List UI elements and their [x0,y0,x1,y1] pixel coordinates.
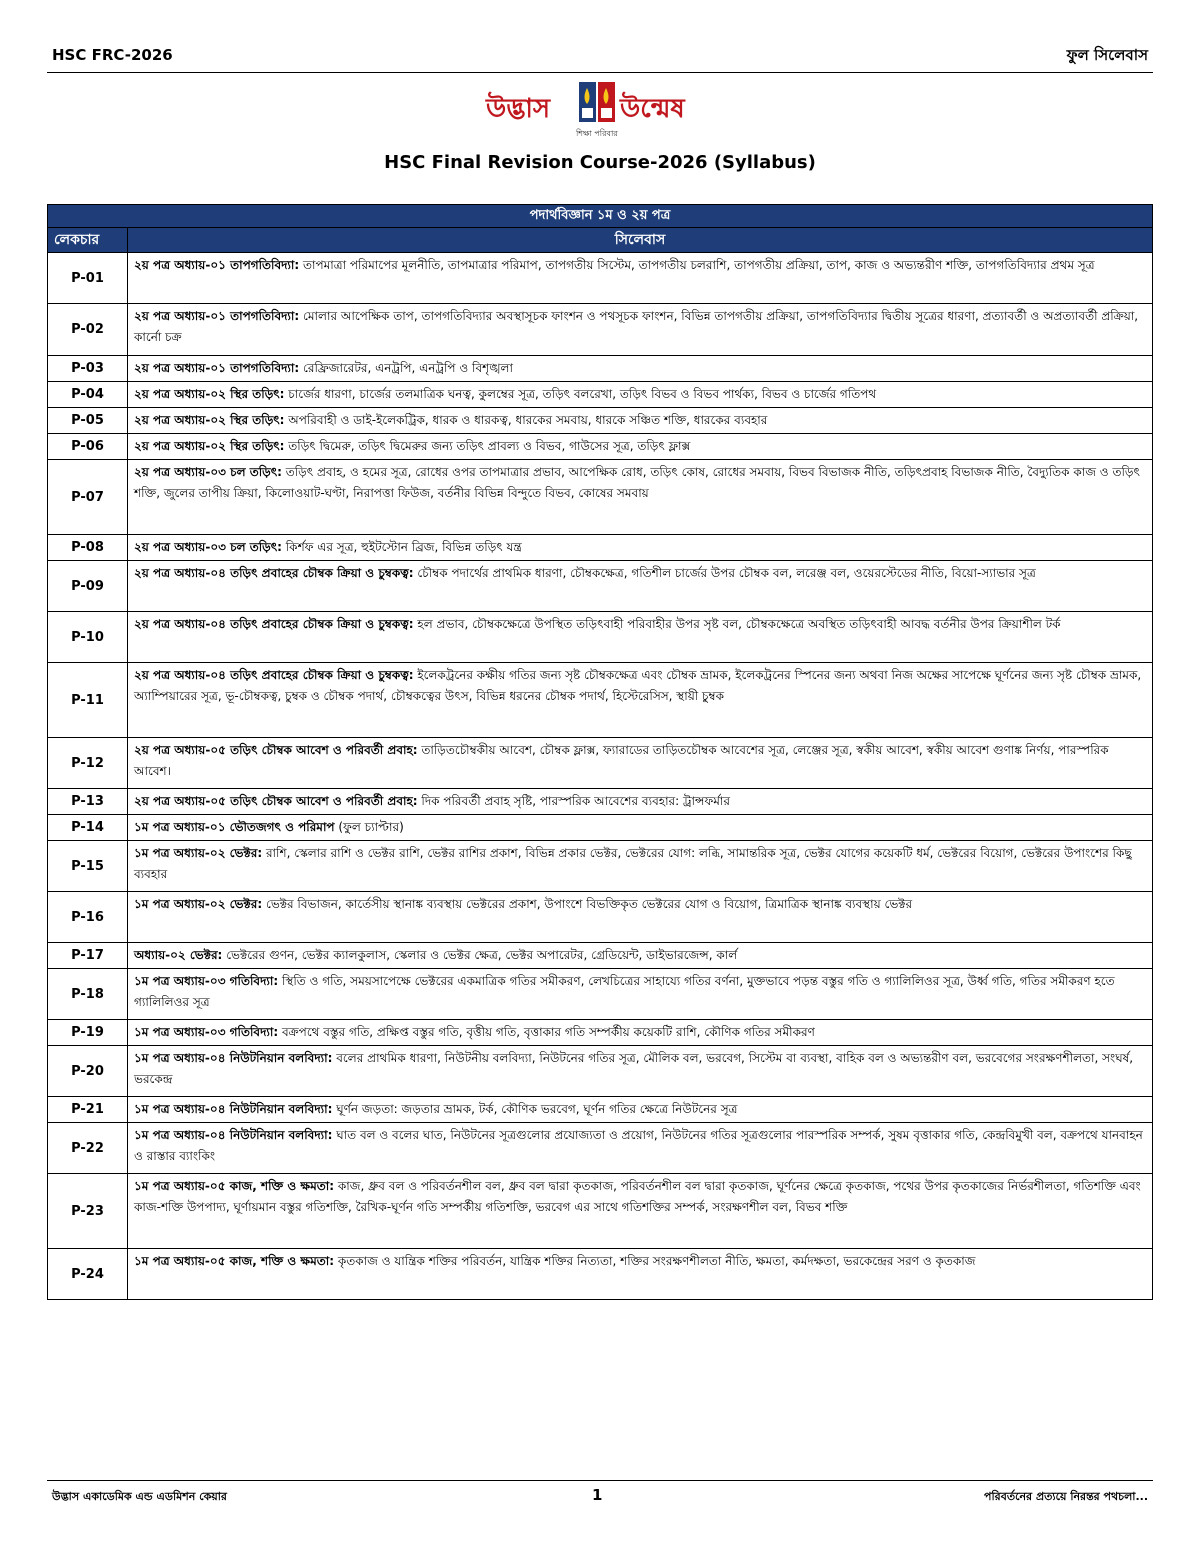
table-row [48,1249,1153,1300]
chapter-heading: ১ম পত্র অধ্যায়-০৩ গতিবিদ্যা: [134,974,279,988]
topic-list: বলের প্রাথমিক ধারণা, নিউটনীয় বলবিদ্যা, নিউটনের গতির সূত্র, মৌলিক বল, ভরবেগ, সিস্টেম বা ব্যবস্থা, বাহিক বল ও অভ্যন্তরীণ বল, ভরবেগের সংরক্ষণশীলতা, সংঘর্ষ, ভরকেন্দ্র [134,1051,1134,1086]
lecture-code: P-03 [48,356,128,382]
topic-list: রাশি, স্কেলার রাশি ও ভেক্টর রাশি, ভেক্টর রাশির প্রকাশ, বিভিন্ন প্রকার ভেক্টর, ভেক্টরের যোগ: লব্ধি, সামান্তরিক সূত্র, ভেক্টর যোগের কয়েকটি ধর্ম, ভেক্টরের বিয়োগ, ভেক্টরের উপাংশের কিছু ব্যবহার [134,846,1132,881]
syllabus-cell [128,356,1153,382]
table-row [48,738,1153,789]
chapter-heading: ১ম পত্র অধ্যায়-০৫ কাজ, শক্তি ও ক্ষমতা: [134,1254,335,1268]
lecture-code: P-15 [48,841,128,892]
syllabus-cell [128,1249,1153,1300]
table-row [48,789,1153,815]
chapter-heading: ১ম পত্র অধ্যায়-০৫ কাজ, শক্তি ও ক্ষমতা: [134,1179,335,1193]
lecture-code: P-24 [48,1249,128,1300]
header-course-code: HSC FRC-2026 [52,46,173,64]
chapter-heading: ১ম পত্র অধ্যায়-০১ ভৌতজগৎ ও পরিমাপ [134,820,335,834]
topic-list: (ফুল চ্যাপ্টার) [334,820,404,834]
syllabus-cell [128,943,1153,969]
chapter-heading: ১ম পত্র অধ্যায়-০২ ভেক্টর: [134,897,263,911]
chapter-heading: ২য় পত্র অধ্যায়-০৫ তড়িৎ চৌম্বক আবেশ ও পরিবর্তী প্রবাহ: [134,743,418,757]
topic-list: অপরিবাহী ও ডাই-ইলেকট্রিক, ধারক ও ধারকত্ব, ধারকের সমবায়, ধারকে সঞ্চিত শক্তি, ধারকের ব্যবহার [284,413,768,427]
chapter-heading: ২য় পত্র অধ্যায়-০২ স্থির তড়িৎ: [134,439,285,453]
syllabus-cell [128,460,1153,535]
topic-list: ইলেকট্রনের কক্ষীয় গতির জন্য সৃষ্ট চৌম্বকক্ষেত্র এবং চৌম্বক ভ্রামক, ইলেকট্রনের স্পিনের জন্য অথবা নিজ অক্ষের সাপেক্ষে ঘূর্ণনের জন্য সৃষ্ট চৌম্বক ভ্রামক, অ্যাম্পিয়ারের সূত্র, ভূ-চৌম্বকত্ব, চুম্বক ও চৌম্বক পদার্থ, চৌম্বকত্বের উৎস, বিভিন্ন ধরনের চৌম্বক পদার্থ, হিস্টেরেসিস, স্থায়ী চুম্বক [134,668,1142,703]
footer-page-number: 1 [592,1486,603,1504]
footer-divider [47,1480,1153,1481]
lecture-code: P-06 [48,434,128,460]
syllabus-cell [128,304,1153,356]
table-row [48,892,1153,943]
table-row [48,304,1153,356]
chapter-heading: ১ম পত্র অধ্যায়-০৪ নিউটনিয়ান বলবিদ্যা: [134,1102,333,1116]
table-row [48,1020,1153,1046]
table-banner: পদার্থবিজ্ঞান ১ম ও ২য় পত্র [48,205,1153,228]
page-title: HSC Final Revision Course-2026 (Syllabus) [384,152,816,173]
chapter-heading: অধ্যায়-০২ ভেক্টর: [134,948,223,962]
footer-slogan: পরিবর্তনের প্রত্যয়ে নিরন্তর পথচলা... [984,1490,1148,1503]
lecture-code: P-17 [48,943,128,969]
syllabus-cell [128,1020,1153,1046]
table-row [48,841,1153,892]
table-row [48,460,1153,535]
table-row [48,434,1153,460]
logo-mark-icon [578,78,616,124]
topic-list: তাপমাত্রা পরিমাপের মূলনীতি, তাপমাত্রার পরিমাপ, তাপগতীয় সিস্টেম, তাপগতীয় চলরাশি, তাপগতীয় প্রক্রিয়া, তাপ, কাজ ও অভ্যন্তরীণ শক্তি, তাপগতিবিদ্যার প্রথম সূত্র [299,258,1095,272]
lecture-code: P-21 [48,1097,128,1123]
chapter-heading: ২য় পত্র অধ্যায়-০১ তাপগতিবিদ্যা: [134,361,300,375]
topic-list: দিক পরিবর্তী প্রবাহ সৃষ্টি, পারস্পরিক আবেশের ব্যবহার: ট্রান্সফর্মার [417,794,730,808]
lecture-code: P-08 [48,535,128,561]
lecture-code: P-05 [48,408,128,434]
topic-list: চার্জের ধারণা, চার্জের তলমাত্রিক ঘনত্ব, কুলম্বের সূত্র, তড়িৎ বলরেখা, তড়িৎ বিভব ও বিভব পার্থক্য, বিভব ও চার্জের গতিপথ [284,387,877,401]
topic-list: ভেক্টর বিভাজন, কার্তেসীয় স্থানাঙ্ক ব্যবস্থায় ভেক্টরের প্রকাশ, উপাংশে বিভক্তিকৃত ভেক্টরের যোগ ও বিয়োগ, ত্রিমাত্রিক স্থানাঙ্ক ব্যবস্থায় ভেক্টর [262,897,913,911]
topic-list: মোলার আপেক্ষিক তাপ, তাপগতিবিদ্যার অবস্থাসূচক ফাংশন ও পথসূচক ফাংশন, বিভিন্ন তাপগতীয় প্রক্রিয়া, তাপগতিবিদ্যার দ্বিতীয় সূত্রের ধারণা, প্রত্যাবর্তী ও অপ্রত্যাবর্তী প্রক্রিয়া, কার্নো চক্র [134,309,1139,344]
lecture-code: P-16 [48,892,128,943]
table-row [48,969,1153,1020]
col-header-lecture: লেকচার [48,228,128,253]
table-row [48,535,1153,561]
chapter-heading: ১ম পত্র অধ্যায়-০৪ নিউটনিয়ান বলবিদ্যা: [134,1051,333,1065]
syllabus-table-wrapper [47,204,1153,1300]
topic-list: চৌম্বক পদার্থের প্রাথমিক ধারণা, চৌম্বকক্ষেত্র, গতিশীল চার্জের উপর চৌম্বক বল, লরেঞ্জ বল, ওয়েরস্টেডের নীতি, বিয়ো-স্যাভার সূত্র [413,566,1036,580]
topic-list: রেফ্রিজারেটর, এনট্রপি, এনট্রপি ও বিশৃঙ্খলা [299,361,513,375]
lecture-code: P-14 [48,815,128,841]
topic-list: কৃতকাজ ও যান্ত্রিক শক্তির পরিবর্তন, যান্ত্রিক শক্তির নিত্যতা, শক্তির সংরক্ষণশীলতা নীতি, ক্ষমতা, কর্মদক্ষতা, ভরকেন্দ্রের সরণ ও কৃতকাজ [334,1254,976,1268]
topic-list: কাজ, ধ্রুব বল ও পরিবর্তনশীল বল, ধ্রুব বল দ্বারা কৃতকাজ, পরিবর্তনশীল বল দ্বারা কৃতকাজ, ঘূর্ণনের ক্ষেত্রে কৃতকাজ, পথের উপর কৃতকাজের নির্ভরশীলতা, গতিশক্তি এবং কাজ-শক্তি উপপাদ্য, ঘূর্ণায়মান বস্তুর গতিশক্তি, রৈখিক-ঘূর্ণন গতি সম্পর্কীয় গতিশক্তি, ভরবেগ এর সাথে গতিশক্তির সম্পর্ক, সংরক্ষণশীল বল, বিভব শক্তি [134,1179,1141,1214]
topic-list: ঘূর্ণন জড়তা: জড়তার ভ্রামক, টর্ক, কৌণিক ভরবেগ, ঘূর্ণন গতির ক্ষেত্রে নিউটনের সূত্র [332,1102,738,1116]
topic-list: বক্রপথে বস্তুর গতি, প্রক্ষিপ্ত বস্তুর গতি, বৃত্তীয় গতি, বৃত্তাকার গতি সম্পর্কীয় কয়েকটি রাশি, কৌণিক গতির সমীকরণ [278,1025,815,1039]
lecture-code: P-01 [48,253,128,304]
table-banner-row [48,205,1153,228]
chapter-heading: ২য় পত্র অধ্যায়-০২ স্থির তড়িৎ: [134,413,285,427]
topic-list: স্থিতি ও গতি, সময়সাপেক্ষে ভেক্টরের একমাত্রিক গতির সমীকরণ, লেখচিত্রের সাহায্যে গতির বর্ণনা, মুক্তভাবে পড়ন্ত বস্তুর গতি ও গ্যালিলিওর সূত্র, উর্ধ্ব গতি, গতির সমীকরণ হতে গ্যালিলিওর সূত্র [134,974,1115,1009]
syllabus-cell [128,738,1153,789]
lecture-code: P-09 [48,561,128,612]
topic-list: তাড়িতচৌম্বকীয় আবেশ, চৌম্বক ফ্লাক্স, ফ্যারাডের তাড়িতচৌম্বক আবেশের সূত্র, লেঞ্জের সূত্র, স্বকীয় আবেশ, স্বকীয় আবেশ গুণাঙ্ক নির্ণয়, পারস্পরিক আবেশ। [134,743,1109,778]
header-divider [47,72,1153,73]
lecture-code: P-11 [48,663,128,738]
table-row [48,1097,1153,1123]
table-row [48,1174,1153,1249]
syllabus-cell [128,789,1153,815]
syllabus-cell [128,1097,1153,1123]
table-row [48,1123,1153,1174]
col-header-syllabus: সিলেবাস [128,228,1153,253]
table-row [48,561,1153,612]
chapter-heading: ২য় পত্র অধ্যায়-০১ তাপগতিবিদ্যা: [134,258,300,272]
footer-org-name: উদ্ভাস একাডেমিক এন্ড এডমিশন কেয়ার [52,1490,227,1503]
table-row [48,253,1153,304]
chapter-heading: ২য় পত্র অধ্যায়-০২ স্থির তড়িৎ: [134,387,285,401]
table-row [48,408,1153,434]
syllabus-cell [128,841,1153,892]
logo-word-unmesh: উন্মেষ [620,94,685,124]
chapter-heading: ২য় পত্র অধ্যায়-০৫ তড়িৎ চৌম্বক আবেশ ও পরিবর্তী প্রবাহ: [134,794,418,808]
chapter-heading: ১ম পত্র অধ্যায়-০৪ নিউটনিয়ান বলবিদ্যা: [134,1128,333,1142]
topic-list: তড়িৎ প্রবাহ, ও হমের সূত্র, রোধের ওপর তাপমাত্রার প্রভাব, আপেক্ষিক রোধ, তড়িৎ কোষ, রোধের সমবায়, বিভব বিভাজক নীতি, তড়িৎপ্রবাহ বিভাজক নীতি, বৈদ্যুতিক কাজ ও তড়িৎ শক্তি, জুলের তাপীয় ক্রিয়া, কিলোওয়াট-ঘণ্টা, নিরাপত্তা ফিউজ, বর্তনীর বিভিন্ন বিন্দুতে বিভব, কোষের সমবায় [134,465,1140,500]
header-syllabus-label: ফুল সিলেবাস [1066,46,1148,64]
lecture-code: P-02 [48,304,128,356]
table-row [48,612,1153,663]
syllabus-cell [128,892,1153,943]
topic-list: ভেক্টরের গুণন, ভেক্টর ক্যালকুলাস, স্কেলার ও ভেক্টর ক্ষেত্র, ভেক্টর অপারেটর, গ্রেডিয়েন্ট, ডাইভারজেন্স, কার্ল [222,948,738,962]
syllabus-cell [128,382,1153,408]
topic-list: তড়িৎ দ্বিমেরু, তড়িৎ দ্বিমেরুর জন্য তড়িৎ প্রাবল্য ও বিভব, গাউসের সূত্র, তড়িৎ ফ্লাক্স [284,439,691,453]
table-row [48,663,1153,738]
syllabus-cell [128,663,1153,738]
logo-tagline: শিক্ষা পরিবার [576,129,618,138]
syllabus-cell [128,969,1153,1020]
lecture-code: P-23 [48,1174,128,1249]
topic-list: ঘাত বল ও বলের ঘাত, নিউটনের সূত্রগুলোর প্রযোজ্যতা ও প্রয়োগ, নিউটনের গতির সূত্রগুলোর পারস্পরিক সম্পর্ক, সুষম বৃত্তাকার গতি, কেন্দ্রবিমুখী বল, বক্রপথে যানবাহন ও রাস্তার ব্যাংকিং [134,1128,1143,1163]
lecture-code: P-22 [48,1123,128,1174]
table-row [48,356,1153,382]
syllabus-cell [128,815,1153,841]
syllabus-cell [128,253,1153,304]
table-row [48,815,1153,841]
lecture-code: P-07 [48,460,128,535]
chapter-heading: ২য় পত্র অধ্যায়-০৪ তড়িৎ প্রবাহের চৌম্বক ক্রিয়া ও চুম্বকত্ব: [134,668,414,682]
syllabus-cell [128,1174,1153,1249]
chapter-heading: ২য় পত্র অধ্যায়-০৪ তড়িৎ প্রবাহের চৌম্বক ক্রিয়া ও চুম্বকত্ব: [134,617,414,631]
syllabus-table [47,204,1153,1300]
syllabus-cell [128,535,1153,561]
table-header-row [48,228,1153,253]
topic-list: হল প্রভাব, চৌম্বকক্ষেত্রে উপস্থিত তড়িৎবাহী পরিবাহীর উপর সৃষ্ট বল, চৌম্বকক্ষেত্রে অবস্থিত তড়িৎবাহী আবদ্ধ বর্তনীর উপর ক্রিয়াশীল টর্ক [413,617,1061,631]
chapter-heading: ২য় পত্র অধ্যায়-০১ তাপগতিবিদ্যা: [134,309,300,323]
lecture-code: P-13 [48,789,128,815]
lecture-code: P-20 [48,1046,128,1097]
lecture-code: P-04 [48,382,128,408]
brand-logo [480,74,720,144]
topic-list: কির্শফ এর সূত্র, হুইটস্টোন ব্রিজ, বিভিন্ন তড়িৎ যন্ত্র [281,540,522,554]
chapter-heading: ২য় পত্র অধ্যায়-০৩ চল তড়িৎ: [134,465,282,479]
lecture-code: P-19 [48,1020,128,1046]
chapter-heading: ১ম পত্র অধ্যায়-০৩ গতিবিদ্যা: [134,1025,279,1039]
syllabus-cell [128,1123,1153,1174]
logo-word-udvash: উদ্ভাস [486,94,551,124]
syllabus-cell [128,561,1153,612]
syllabus-cell [128,408,1153,434]
table-row [48,1046,1153,1097]
chapter-heading: ২য় পত্র অধ্যায়-০৩ চল তড়িৎ: [134,540,282,554]
chapter-heading: ২য় পত্র অধ্যায়-০৪ তড়িৎ প্রবাহের চৌম্বক ক্রিয়া ও চুম্বকত্ব: [134,566,414,580]
syllabus-cell [128,1046,1153,1097]
lecture-code: P-10 [48,612,128,663]
lecture-code: P-18 [48,969,128,1020]
table-row [48,382,1153,408]
chapter-heading: ১ম পত্র অধ্যায়-০২ ভেক্টর: [134,846,263,860]
table-row [48,943,1153,969]
lecture-code: P-12 [48,738,128,789]
syllabus-cell [128,612,1153,663]
syllabus-cell [128,434,1153,460]
